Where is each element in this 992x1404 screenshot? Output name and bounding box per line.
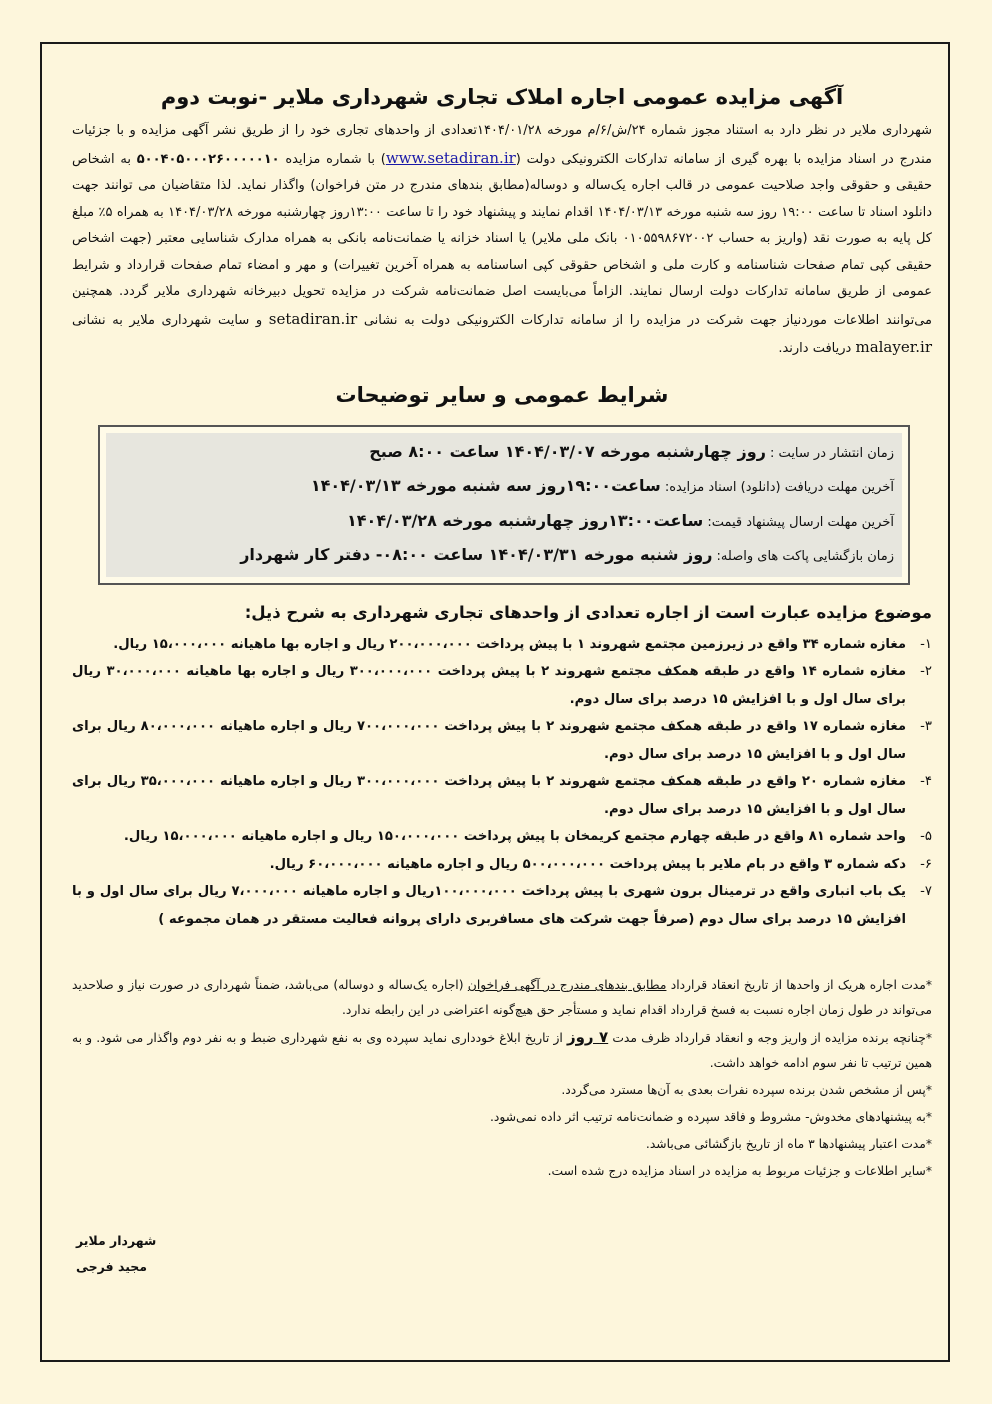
item-text: مغازه شماره ۳۴ واقع در زیرزمین مجتمع شهروند ۱ با پیش پرداخت ۲۰۰،۰۰۰،۰۰۰ ریال و اجاره بها ماهیانه ۱۵،۰۰۰،۰۰۰ ریال. [113, 636, 906, 652]
note-winner-deadline [72, 1025, 932, 1076]
note-lease-term [72, 973, 932, 1023]
subject-heading: موضوع مزایده عبارت است از اجاره تعدادی از واحدهای تجاری شهرداری به شرح ذیل: [244, 602, 932, 622]
item-number: ۷- [920, 884, 932, 899]
schedule-value: روز شنبه مورخه ۱۴۰۴/۰۳/۳۱ ساعت ۰۸:۰۰- دفتر کار شهردار [240, 545, 713, 564]
units-list [72, 631, 932, 934]
note-text: از تاریخ ابلاغ خودداری نماید سپرده وی به نفع شهرداری ضبط و به نفر دوم واگذار می شود. و به همین ترتیب تا نفر سوم ادامه خواهد داشت. [72, 1031, 932, 1070]
schedule-label: آخرین مهلت ارسال پیشنهاد قیمت: [703, 514, 894, 530]
list-item [72, 851, 932, 879]
item-text: یک باب انباری واقع در ترمینال برون شهری با پیش پرداخت ۱۰۰،۰۰۰،۰۰۰ریال و اجاره ماهیانه ۷،۰۰۰،۰۰۰ ریال برای سال اول و با افزایش ۱۵ درصد برای سال دوم (صرفاً جهت شرکت های مسافربری دارای پروانه فعالیت مستقر در همان مجموعه ) [72, 884, 906, 927]
list-item [72, 658, 932, 713]
item-text: مغازه شماره ۱۷ واقع در طبقه همکف مجتمع شهروند ۲ با پیش پرداخت ۷۰۰،۰۰۰،۰۰۰ ریال و اجاره ماهیانه ۸۰،۰۰۰،۰۰۰ ریال برای سال اول و با افزایش ۱۵ درصد برای سال دوم. [72, 719, 906, 762]
signature-name: مجید فرجی [76, 1259, 148, 1274]
item-text: دکه شماره ۳ واقع در بام ملایر با پیش پرداخت ۵۰۰،۰۰۰،۰۰۰ ریال و اجاره ماهیانه ۶۰،۰۰۰،۰۰۰ ریال. [269, 856, 906, 872]
item-text: مغازه شماره ۱۴ واقع در طبقه همکف مجتمع شهروند ۲ با پیش پرداخت ۳۰۰،۰۰۰،۰۰۰ ریال و اجاره بها ماهیانه ۳۰،۰۰۰،۰۰۰ ریال برای سال اول و با افزایش ۱۵ درصد برای سال دوم. [72, 664, 906, 707]
item-number: ۲- [920, 664, 932, 679]
schedule-label: زمان بازگشایی پاکت های واصله: [712, 549, 894, 564]
setadiran-link[interactable]: www.setadiran.ir [385, 148, 516, 167]
note-invalid-offers: *به پیشنهادهای مخدوش- مشروط و فاقد سپرده و ضمانت‌نامه ترتیب اثر داده نمی‌شود. [489, 1110, 932, 1124]
intro-paragraph [72, 118, 932, 363]
item-text: مغازه شماره ۲۰ واقع در طبقه همکف مجتمع شهروند ۲ با پیش پرداخت ۳۰۰،۰۰۰،۰۰۰ ریال و اجاره ماهیانه ۳۵،۰۰۰،۰۰۰ ریال برای سال اول و با افزایش ۱۵ درصد برای سال دوم. [72, 774, 906, 817]
list-item [72, 631, 932, 659]
intro-text-3: به اشخاص حقیقی و حقوقی واجد صلاحیت عمومی در قالب اجاره یک‌ساله و دوساله(مطابق بندهای مندرج در متن فراخوان) واگذار نماید. لذا متقاضیان می توانند جهت دانلود اسناد تا ساعت ۱۹:۰۰ روز سه شنبه مورخه ۱۴۰۴/۰۳/۱۳ اقدام نمایند و پیشنهاد خود را تا ساعت ۱۳:۰۰روز چهارشنبه مورخه ۱۴۰۴/۰۳/۲۸ به همراه ۵٪ مبلغ کل پایه به صورت نقد (واریز به حساب ۰۱۰۵۵۹۸۶۷۲۰۰۲ بانک ملی ملایر) یا اسناد خزانه یا ضمانت‌نامه بانکی به همراه مدارک شناسایی معتبر (جهت اشخاص حقیقی کپی تمام صفحات شناسنامه و کارت ملی و اشخاص حقوقی کپی اساسنامه به همراه آخرین تغییرات) و مهر و امضاء تمام صفحات قرارداد و شرایط عمومی از طریق سامانه تدارکات دولت ارسال نمایند. الزاماً می‌بایست اصل ضمانت‌نامه شرکت در مزایده تحویل دبیرخانه شهرداری ملایر گردد. همچنین می‌توانند اطلاعات موردنیاز جهت شرکت در مزایده را از سامانه تدارکات الکترونیکی دولت به نشانی [72, 151, 933, 328]
note-text: (اجاره یک‌ساله و دوساله) می‌باشد، ضمناً شهرداری در صورت نیاز و صلاحدید می‌تواند در طول زمان اجاره نسبت به فسخ قرارداد اقدام نماید و مستأجر حق هیچ‌گونه اعتراضی در این رابطه ندارد. [72, 978, 932, 1017]
note-refund: *پس از مشخص شدن برنده سپرده نفرات بعدی به آن‌ها مسترد می‌گردد. [561, 1083, 932, 1097]
note-underlined: ۷ روز [566, 1028, 609, 1046]
schedule-value: ساعت۱۳:۰۰روز چهارشنبه مورخه ۱۴۰۴/۰۳/۲۸ [347, 510, 704, 530]
schedule-list [106, 433, 902, 577]
schedule-label: زمان انتشار در سایت : [765, 445, 894, 461]
item-number: ۱- [920, 636, 932, 652]
schedule-row-publish [114, 436, 894, 471]
schedule-value: روز چهارشنبه مورخه ۱۴۰۴/۰۳/۰۷ ساعت ۸:۰۰ صبح [369, 441, 766, 461]
setadiran-address[interactable]: setadiran.ir [268, 309, 358, 328]
item-number: ۴- [920, 774, 932, 789]
notes-section [72, 973, 932, 1184]
note-text: *مدت اجاره هریک از واحدها از تاریخ انعقاد قرارداد [666, 978, 932, 992]
note-underlined: مطابق بندهای مندرج در آگهی فراخوان [467, 978, 667, 992]
intro-text-5: دریافت دارند. [778, 341, 856, 356]
note-text: *چنانچه برنده مزایده از واریز وجه و انعقاد قرارداد ظرف مدت [608, 1031, 932, 1045]
list-item [72, 768, 932, 823]
schedule-label: آخرین مهلت دریافت (دانلود) اسناد مزایده: [660, 480, 894, 495]
notice-title: آگهی مزایده عمومی اجاره املاک تجاری شهرداری ملایر -نوبت دوم [160, 85, 844, 109]
section-title: شرایط عمومی و سایر توضیحات [335, 382, 669, 407]
schedule-box [98, 425, 910, 585]
malayer-address[interactable]: malayer.ir [855, 338, 932, 356]
note-validity: *مدت اعتبار پیشنهادها ۳ ماه از تاریخ بازگشائی می‌باشد. [645, 1137, 932, 1151]
note-other-info: *سایر اطلاعات و جزئیات مربوط به مزایده در اسناد مزایده درج شده است. [547, 1164, 932, 1178]
intro-text-2: ) با شماره مزایده [279, 151, 386, 167]
schedule-value: ساعت۱۹:۰۰روز سه شنبه مورخه ۱۴۰۴/۰۳/۱۳ [310, 476, 661, 495]
item-text: واحد شماره ۸۱ واقع در طبقه چهارم مجتمع کریمخان با پیش پرداخت ۱۵۰،۰۰۰،۰۰۰ ریال و اجاره ماهیانه ۱۵،۰۰۰،۰۰۰ ریال. [123, 829, 906, 844]
list-item [72, 823, 932, 851]
intro-text-1: شهرداری ملایر در نظر دارد به استناد مجوز شماره ۲۴/ش/۶/م مورخه ۱۴۰۴/۰۱/۲۸تعدادی از واحدهای تجاری خود را از طریق نشر آگهی مزایده و با جزئیات مندرج در اسناد مزایده با بهره گیری از سامانه تدارکات الکترونیکی دولت ( [72, 123, 932, 167]
item-number: ۵- [920, 829, 932, 844]
list-item [72, 713, 932, 768]
intro-text-4: و سایت شهرداری ملایر به نشانی [72, 312, 269, 328]
schedule-row-submit [114, 505, 894, 540]
notice-content [72, 80, 932, 1186]
schedule-row-download [114, 470, 894, 505]
item-number: ۳- [920, 719, 932, 734]
item-number: ۶- [920, 856, 932, 872]
signature-role: شهردار ملایر [76, 1233, 157, 1248]
signature-block [76, 1228, 156, 1280]
schedule-row-opening [114, 539, 894, 574]
auction-number: ۵۰۰۴۰۵۰۰۰۲۶۰۰۰۰۰۱۰ [136, 151, 280, 167]
list-item [72, 878, 932, 933]
